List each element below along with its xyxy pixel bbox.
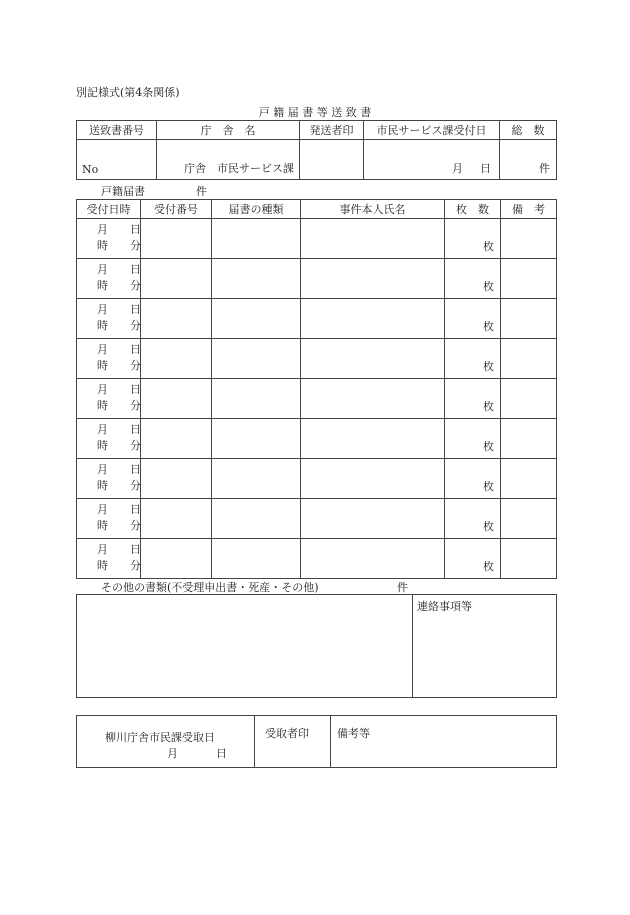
subject-name-cell[interactable] [301, 499, 445, 539]
office-name-cell[interactable] [157, 140, 300, 180]
datetime-labels [97, 462, 141, 494]
no-label: No [82, 163, 99, 176]
sheet-count-cell[interactable] [445, 539, 501, 579]
sheet-unit-label: 枚 [483, 240, 494, 253]
document-type-cell[interactable] [212, 539, 301, 579]
reception-datetime-cell[interactable] [77, 539, 141, 579]
month-day-label: 月 日 [97, 303, 141, 316]
records-table [76, 199, 557, 579]
sheet-unit-label: 枚 [483, 560, 494, 573]
month-day-label: 月 日 [97, 223, 141, 236]
subject-name-cell[interactable] [301, 219, 445, 259]
sheet-unit-label: 枚 [483, 440, 494, 453]
table-row [77, 219, 557, 259]
reception-number-cell[interactable] [141, 539, 212, 579]
header-reception-number: 受付番号 [141, 200, 212, 219]
reception-number-cell[interactable] [141, 259, 212, 299]
remarks-cell[interactable] [501, 339, 557, 379]
reception-month-label: 月 [452, 162, 463, 175]
datetime-labels [97, 342, 141, 374]
reception-datetime-cell[interactable] [77, 419, 141, 459]
month-day-label: 月 日 [97, 463, 141, 476]
datetime-labels [97, 502, 141, 534]
sheet-count-cell[interactable] [445, 219, 501, 259]
remarks-cell[interactable] [501, 419, 557, 459]
document-type-cell[interactable] [212, 379, 301, 419]
other-documents-table [76, 594, 557, 698]
reception-number-cell[interactable] [141, 219, 212, 259]
other-documents-unit: 件 [397, 581, 408, 594]
datetime-labels [97, 222, 141, 254]
table-row [77, 299, 557, 339]
hour-minute-label: 時 分 [97, 359, 141, 372]
remarks-cell[interactable] [501, 259, 557, 299]
sheet-count-cell[interactable] [445, 379, 501, 419]
sheet-unit-label: 枚 [483, 320, 494, 333]
month-day-label: 月 日 [97, 543, 141, 556]
header-office-name: 庁 舎 名 [157, 121, 300, 140]
table-row [77, 499, 557, 539]
receipt-month-label: 月 [167, 747, 178, 760]
sheet-count-cell[interactable] [445, 459, 501, 499]
reception-datetime-cell[interactable] [77, 459, 141, 499]
sheet-unit-label: 枚 [483, 400, 494, 413]
subject-name-cell[interactable] [301, 379, 445, 419]
month-day-label: 月 日 [97, 423, 141, 436]
sheet-unit-label: 枚 [483, 520, 494, 533]
sheet-unit-label: 枚 [483, 360, 494, 373]
document-type-cell[interactable] [212, 499, 301, 539]
datetime-labels [97, 422, 141, 454]
reception-day-label: 日 [480, 162, 491, 175]
reception-datetime-cell[interactable] [77, 259, 141, 299]
remarks-cell[interactable] [501, 299, 557, 339]
subject-name-cell[interactable] [301, 259, 445, 299]
hour-minute-label: 時 分 [97, 479, 141, 492]
document-type-cell[interactable] [212, 419, 301, 459]
header-reception-datetime: 受付日時 [77, 200, 141, 219]
month-day-label: 月 日 [97, 343, 141, 356]
remarks-cell[interactable] [501, 499, 557, 539]
document-type-cell[interactable] [212, 219, 301, 259]
receipt-day-label: 日 [216, 747, 227, 760]
month-day-label: 月 日 [97, 263, 141, 276]
other-documents-label: その他の書類(不受理申出書・死産・その他) [101, 581, 319, 594]
header-reception-date: 市民サービス課受付日 [364, 121, 500, 140]
sheet-count-cell[interactable] [445, 299, 501, 339]
subject-name-cell[interactable] [301, 339, 445, 379]
month-day-label: 月 日 [97, 383, 141, 396]
receipt-remarks-label: 備考等 [337, 727, 370, 740]
remarks-cell[interactable] [501, 379, 557, 419]
subject-name-cell[interactable] [301, 539, 445, 579]
month-day-label: 月 日 [97, 503, 141, 516]
subject-name-cell[interactable] [301, 419, 445, 459]
document-type-cell[interactable] [212, 339, 301, 379]
page-title: 戸 籍 届 書 等 送 致 書 [258, 106, 372, 119]
table-row [77, 419, 557, 459]
reception-number-cell[interactable] [141, 499, 212, 539]
hour-minute-label: 時 分 [97, 559, 141, 572]
reception-number-cell[interactable] [141, 379, 212, 419]
contact-notes-cell[interactable] [413, 595, 557, 698]
reception-datetime-cell[interactable] [77, 219, 141, 259]
reception-datetime-cell[interactable] [77, 299, 141, 339]
total-count-cell[interactable] [500, 140, 557, 180]
header-total-count: 総 数 [500, 121, 557, 140]
total-count-unit: 件 [539, 162, 550, 175]
document-type-cell[interactable] [212, 259, 301, 299]
header-document-type: 届書の種類 [212, 200, 301, 219]
transmit-table [76, 120, 557, 180]
hour-minute-label: 時 分 [97, 399, 141, 412]
reception-datetime-cell[interactable] [77, 499, 141, 539]
subject-name-cell[interactable] [301, 459, 445, 499]
reception-number-cell[interactable] [141, 459, 212, 499]
sender-seal-cell[interactable] [300, 140, 364, 180]
table-row [77, 459, 557, 499]
receipt-table [76, 715, 557, 768]
header-sheet-count: 枚 数 [445, 200, 501, 219]
sheet-count-cell[interactable] [445, 339, 501, 379]
hour-minute-label: 時 分 [97, 519, 141, 532]
sheet-unit-label: 枚 [483, 280, 494, 293]
sheet-unit-label: 枚 [483, 480, 494, 493]
reception-number-cell[interactable] [141, 339, 212, 379]
remarks-cell[interactable] [501, 459, 557, 499]
table-row [77, 259, 557, 299]
office-name-value: 庁舎 市民サービス課 [184, 162, 294, 175]
contact-notes-label: 連絡事項等 [417, 600, 472, 613]
receipt-remarks-cell[interactable] [331, 716, 557, 768]
header-sender-seal: 発送者印 [300, 121, 364, 140]
document-type-cell[interactable] [212, 459, 301, 499]
hour-minute-label: 時 分 [97, 439, 141, 452]
receipt-date-cell[interactable] [77, 716, 255, 768]
datetime-labels [97, 382, 141, 414]
document-type-cell[interactable] [212, 299, 301, 339]
header-subject-name: 事件本人氏名 [301, 200, 445, 219]
datetime-labels [97, 542, 141, 574]
reception-number-cell[interactable] [141, 299, 212, 339]
receiver-seal-cell[interactable] [255, 716, 331, 768]
table-row [77, 339, 557, 379]
datetime-labels [97, 262, 141, 294]
reception-datetime-cell[interactable] [77, 339, 141, 379]
hour-minute-label: 時 分 [97, 279, 141, 292]
hour-minute-label: 時 分 [97, 319, 141, 332]
datetime-labels [97, 302, 141, 334]
table-row [77, 539, 557, 579]
reception-number-cell[interactable] [141, 419, 212, 459]
header-remarks: 備 考 [501, 200, 557, 219]
sheet-count-cell[interactable] [445, 419, 501, 459]
reception-datetime-cell[interactable] [77, 379, 141, 419]
receipt-office-label: 柳川庁舎市民課受取日 [105, 731, 215, 744]
subject-name-cell[interactable] [301, 299, 445, 339]
receiver-seal-label: 受取者印 [265, 727, 309, 740]
remarks-cell[interactable] [501, 539, 557, 579]
sheet-count-cell[interactable] [445, 499, 501, 539]
sheet-count-cell[interactable] [445, 259, 501, 299]
hour-minute-label: 時 分 [97, 239, 141, 252]
koseki-section-unit: 件 [196, 185, 207, 198]
table-row [77, 379, 557, 419]
transmit-number-cell[interactable] [77, 140, 157, 180]
other-documents-area[interactable] [77, 595, 413, 698]
header-transmit-number: 送致書番号 [77, 121, 157, 140]
reception-date-cell[interactable] [364, 140, 500, 180]
form-label: 別記様式(第4条関係) [76, 86, 180, 99]
remarks-cell[interactable] [501, 219, 557, 259]
koseki-section-label: 戸籍届書 [101, 185, 145, 198]
